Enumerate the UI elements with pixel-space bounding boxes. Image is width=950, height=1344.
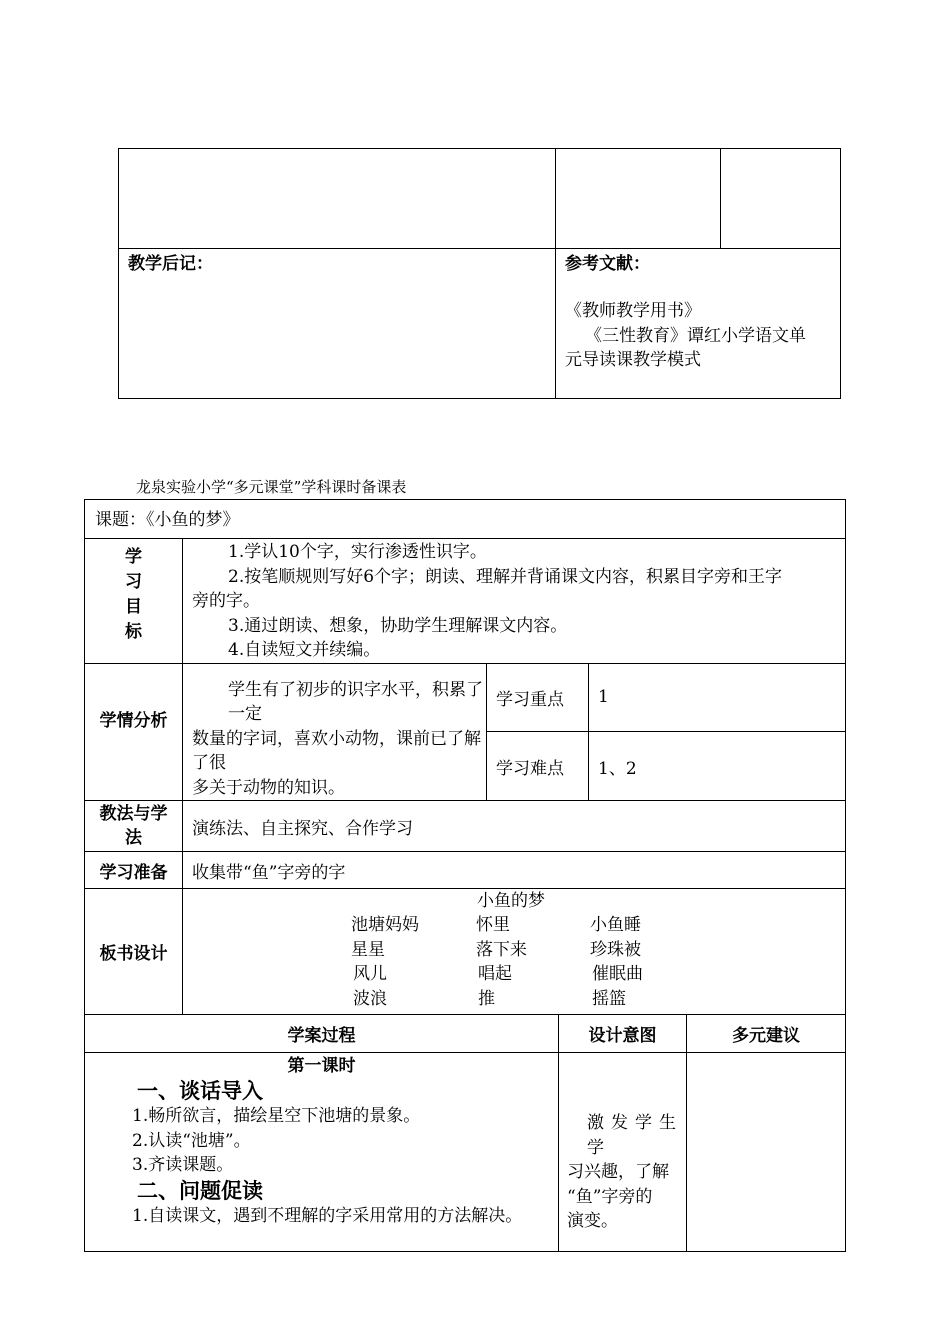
references-label: 参考文献： bbox=[565, 254, 650, 274]
prep-label-cell bbox=[85, 852, 183, 889]
key-point-label: 学习重点 bbox=[496, 689, 564, 710]
board-col-1 bbox=[351, 913, 419, 1011]
analysis-line: 数量的字词，喜欢小动物，课前已了解了很 bbox=[192, 728, 481, 773]
references-list bbox=[565, 299, 840, 373]
board-word: 小鱼睡 bbox=[590, 915, 641, 935]
process-item: 1.畅所欲言，描绘星空下池塘的景象。 bbox=[132, 1106, 421, 1126]
difficulty-value: 1、2 bbox=[598, 758, 637, 779]
objectives-label-char: 目 bbox=[125, 597, 142, 617]
method-label-line: 法 bbox=[125, 828, 142, 848]
key-point-label-cell bbox=[487, 663, 589, 732]
method-value: 演练法、自主探究、合作学习 bbox=[192, 818, 413, 839]
section-heading-1: 一、谈话导入 bbox=[137, 1079, 263, 1103]
method-cell bbox=[183, 801, 846, 852]
references-cell bbox=[556, 249, 841, 399]
board-word: 唱起 bbox=[478, 964, 512, 984]
difficulty-value-cell bbox=[589, 732, 846, 801]
intent-line: 演变。 bbox=[567, 1211, 618, 1231]
board-word: 摇篮 bbox=[592, 988, 626, 1009]
reference-item: 元导读课教学模式 bbox=[565, 350, 701, 370]
section-heading-2: 二、问题促读 bbox=[137, 1179, 263, 1203]
board-word: 珍珠被 bbox=[590, 939, 641, 960]
top-empty-cell-1 bbox=[119, 149, 556, 249]
process-header-cell bbox=[85, 1015, 559, 1053]
analysis-label-cell bbox=[85, 663, 183, 801]
difficulty-label: 学习难点 bbox=[496, 758, 564, 779]
objective-item: 2.按笔顺规则写好6个字；朗读、理解并背诵课文内容，积累目字旁和王字 bbox=[228, 566, 783, 587]
top-empty-cell-3 bbox=[721, 149, 841, 249]
board-word: 风儿 bbox=[353, 964, 387, 984]
objective-item: 1.学认10个字，实行渗透性识字。 bbox=[228, 542, 487, 562]
prep-cell bbox=[183, 852, 846, 889]
lesson-topic: 课题：《小鱼的梦》 bbox=[95, 510, 240, 530]
suggestions-header-cell bbox=[687, 1015, 846, 1053]
prep-label: 学习准备 bbox=[99, 862, 168, 883]
period-title: 第一课时 bbox=[287, 1056, 356, 1076]
postscript-cell bbox=[119, 249, 556, 399]
board-word: 池塘妈妈 bbox=[351, 915, 419, 935]
top-empty-cell-2 bbox=[556, 149, 721, 249]
analysis-line: 学生有了初步的识字水平，积累了一定 bbox=[228, 679, 483, 724]
method-label-line: 教法与学 bbox=[99, 803, 168, 824]
intent-cell bbox=[559, 1053, 687, 1252]
board-word: 推 bbox=[478, 988, 495, 1009]
board-title: 小鱼的梦 bbox=[477, 891, 545, 911]
board-label-cell bbox=[85, 889, 183, 1015]
process-item: 2.认读“池塘”。 bbox=[132, 1130, 251, 1151]
intent-line: “鱼”字旁的 bbox=[567, 1186, 653, 1207]
method-label-cell bbox=[85, 801, 183, 852]
board-word: 落下来 bbox=[476, 939, 527, 960]
difficulty-label-cell bbox=[487, 732, 589, 801]
analysis-line: 多关于动物的知识。 bbox=[192, 777, 345, 798]
section-2-items bbox=[132, 1204, 522, 1229]
board-word: 波浪 bbox=[353, 988, 387, 1009]
postscript-label: 教学后记： bbox=[128, 254, 213, 274]
objectives-cell bbox=[183, 539, 846, 664]
top-table bbox=[118, 148, 841, 399]
analysis-label: 学情分析 bbox=[99, 711, 168, 732]
intent-line: 激发学生学 bbox=[587, 1113, 678, 1158]
board-col-2 bbox=[476, 913, 527, 1011]
objective-item: 4.自读短文并续编。 bbox=[228, 640, 381, 660]
objective-item: 3.通过朗读、想象，协助学生理解课文内容。 bbox=[228, 615, 568, 636]
analysis-cell bbox=[183, 663, 487, 801]
prep-value: 收集带“鱼”字旁的字 bbox=[192, 862, 346, 883]
process-item: 3.齐读课题。 bbox=[132, 1155, 234, 1175]
objectives-label-cell bbox=[85, 539, 183, 664]
form-title: 龙泉实验小学“多元课堂”学科课时备课表 bbox=[136, 478, 407, 496]
process-cell bbox=[85, 1053, 559, 1252]
key-point-value: 1 bbox=[598, 687, 609, 708]
suggestions-cell bbox=[687, 1053, 846, 1252]
reference-item: 《三性教育》谭红小学语文单 bbox=[585, 325, 806, 346]
intent-line: 习兴趣，了解 bbox=[567, 1162, 669, 1182]
lesson-table bbox=[84, 499, 846, 1252]
objectives-label-char: 标 bbox=[125, 622, 142, 642]
board-word: 星星 bbox=[351, 939, 385, 960]
key-point-value-cell bbox=[589, 663, 846, 732]
suggestions-header: 多元建议 bbox=[732, 1026, 801, 1046]
objectives-label-char: 学 bbox=[125, 547, 142, 567]
board-cell bbox=[183, 889, 846, 1015]
intent-header-cell bbox=[559, 1015, 687, 1053]
process-item: 1.自读课文，遇到不理解的字采用常用的方法解决。 bbox=[132, 1206, 523, 1226]
intent-header: 设计意图 bbox=[588, 1026, 657, 1046]
board-word: 催眠曲 bbox=[592, 964, 643, 984]
objective-item: 旁的字。 bbox=[192, 591, 260, 611]
board-label: 板书设计 bbox=[99, 944, 168, 964]
section-1-items bbox=[132, 1104, 420, 1178]
process-header: 学案过程 bbox=[287, 1026, 356, 1046]
objectives-label-char: 习 bbox=[125, 572, 142, 592]
board-col-3 bbox=[590, 913, 643, 1011]
topic-cell bbox=[85, 500, 846, 539]
board-word: 怀里 bbox=[476, 915, 510, 935]
reference-item: 《教师教学用书》 bbox=[565, 301, 701, 321]
